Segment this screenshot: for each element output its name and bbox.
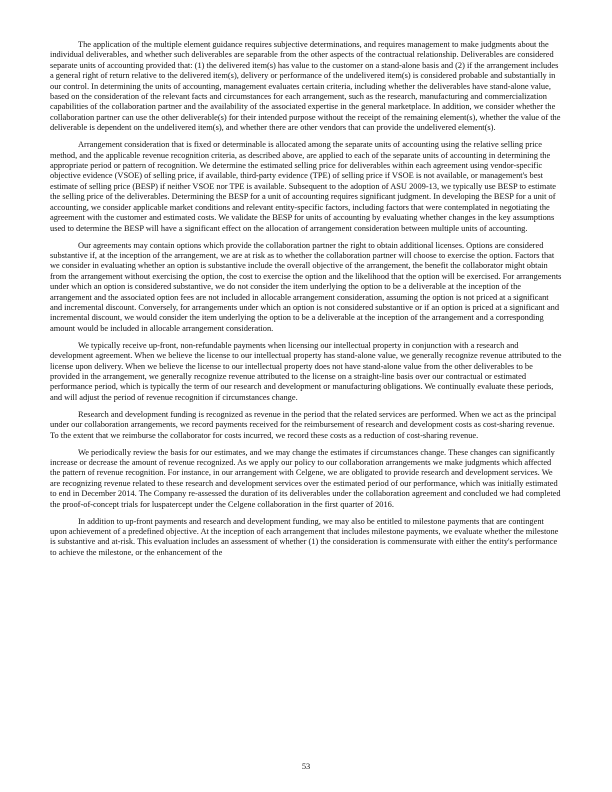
paragraph-arrangement-consideration: Arrangement consideration that is fixed or determinable is allocated among the separate units of accounting using the relative selling price method, and the applicable revenue recognition criteria, as described above, are applied to each of the separate units of accounting in determining the appropriate period or pattern of recognition. We determine the estimated selling price for deliverables within each agreement using vendor-specific objective evidence (VSOE) of selling price, if available, third-party evidence (TPE) of selling price if VSOE is not available, or management's best estimate of selling price (BESP) if neither VSOE nor TPE is available. Subsequent to the adoption of ASU 2009-13, we typically use BESP to estimate the selling price of the deliverables. Determining the BESP for a unit of accounting requires significant judgment. In developing the BESP for a unit of accounting, we consider applicable market conditions and relevant entity-specific factors, including factors that were contemplated in negotiating the agreement with the customer and estimated costs. We validate the BESP for units of accounting by evaluating whether changes in the key assumptions used to determine the BESP will have a significant effect on the allocation of arrangement consideration between multiple units of accounting. bbox=[50, 140, 556, 233]
page-number: 53 bbox=[301, 762, 311, 771]
paragraph-milestone-payments: In addition to up-front payments and research and development funding, we may also be entitled to milestone payments that are contingent upon achievement of a predefined objective. At the inception of each arrangement that includes milestone payments, we evaluate whether the milestone is substantive and at-risk. This evaluation includes an assessment of whether (1) the consideration is commensurate with either the entity's performance to achieve the milestone, or the enhancement of the bbox=[50, 516, 559, 557]
paragraph-estimates-review: We periodically review the basis for our estimates, and we may change the estimates if circumstances change. These changes can significantly increase or decrease the amount of revenue recognized. As we apply our policy to our collaboration arrangements we make judgments which affected the pattern of revenue recognition. For instance, in our arrangement with Celgene, we are obligated to provide research and development services. We are recognizing revenue related to these research and development services over the estimated period of our performance, which was initially estimated to end in December 2014. The Company re-assessed the duration of its deliverables under the collaboration agreement and concluded we had completed the proof-of-concept trials for luspatercept under the Celgene collaboration in the first quarter of 2016. bbox=[50, 447, 561, 509]
paragraph-up-front-payments: We typically receive up-front, non-refundable payments when licensing our intellectual property in conjunction with a research and development agreement. When we believe the license to our intellectual property has stand-alone value, we generally recognize revenue attributed to the license upon delivery. When we believe the license to our intellectual property does not have stand-alone value from the other deliverables to be provided in the arrangement, we generally recognize revenue attributed to the license on a straight-line basis over our contractual or estimated performance period, which is typically the term of our research and development or manufacturing obligations. We continually evaluate these periods, and will adjust the period of revenue recognition if circumstances change. bbox=[50, 340, 562, 402]
document-body bbox=[50, 40, 562, 565]
paragraph-multiple-element-guidance: The application of the multiple element guidance requires subjective determinations, and requires management to make judgments about the individual deliverables, and whether such deliverables are separable from the other aspects of the contractual relationship. Deliverables are considered separate units of accounting provided that: (1) the delivered item(s) has value to the customer on a stand-alone basis and (2) if the arrangement includes a general right of return relative to the delivered item(s), delivery or performance of the undelivered item(s) is considered probable and substantially in our control. In determining the units of accounting, management evaluates certain criteria, including whether the deliverables have stand-alone value, based on the consideration of the relevant facts and circumstances for each arrangement, such as the research, manufacturing and commercialization capabilities of the collaboration partner and the availability of the associated expertise in the general marketplace. In addition, we consider whether the collaboration partner can use the other deliverable(s) for their intended purpose without the receipt of the remaining element(s), whether the value of the deliverable is dependent on the undelivered item(s), and whether there are other vendors that can provide the undelivered element(s). bbox=[50, 40, 561, 133]
paragraph-options: Our agreements may contain options which provide the collaboration partner the right to obtain additional licenses. Options are considered substantive if, at the inception of the arrangement, we are at risk as to whether the collaboration partner will choose to exercise the option. Factors that we consider in evaluating whether an option is substantive include the overall objective of the arrangement, the benefit the collaborator might obtain from the arrangement without exercising the option, the cost to exercise the option and the likelihood that the option will be exercised. For arrangements under which an option is considered substantive, we do not consider the item underlying the option to be a deliverable at the inception of the arrangement and the associated option fees are not included in allocable arrangement consideration, assuming the option is not priced at a significant and incremental discount. Conversely, for arrangements under which an option is not considered substantive or if an option is priced at a significant and incremental discount, we would consider the item underlying the option to be a deliverable at the inception of the arrangement and a corresponding amount would be included in allocable arrangement consideration. bbox=[50, 240, 562, 333]
paragraph-research-funding: Research and development funding is recognized as revenue in the period that the related services are performed. When we act as the principal under our collaboration arrangements, we record payments received for the reimbursement of research and development costs as cost-sharing revenue. To the extent that we reimburse the collaborator for costs incurred, we record these costs as a reduction of cost-sharing revenue. bbox=[50, 409, 557, 440]
